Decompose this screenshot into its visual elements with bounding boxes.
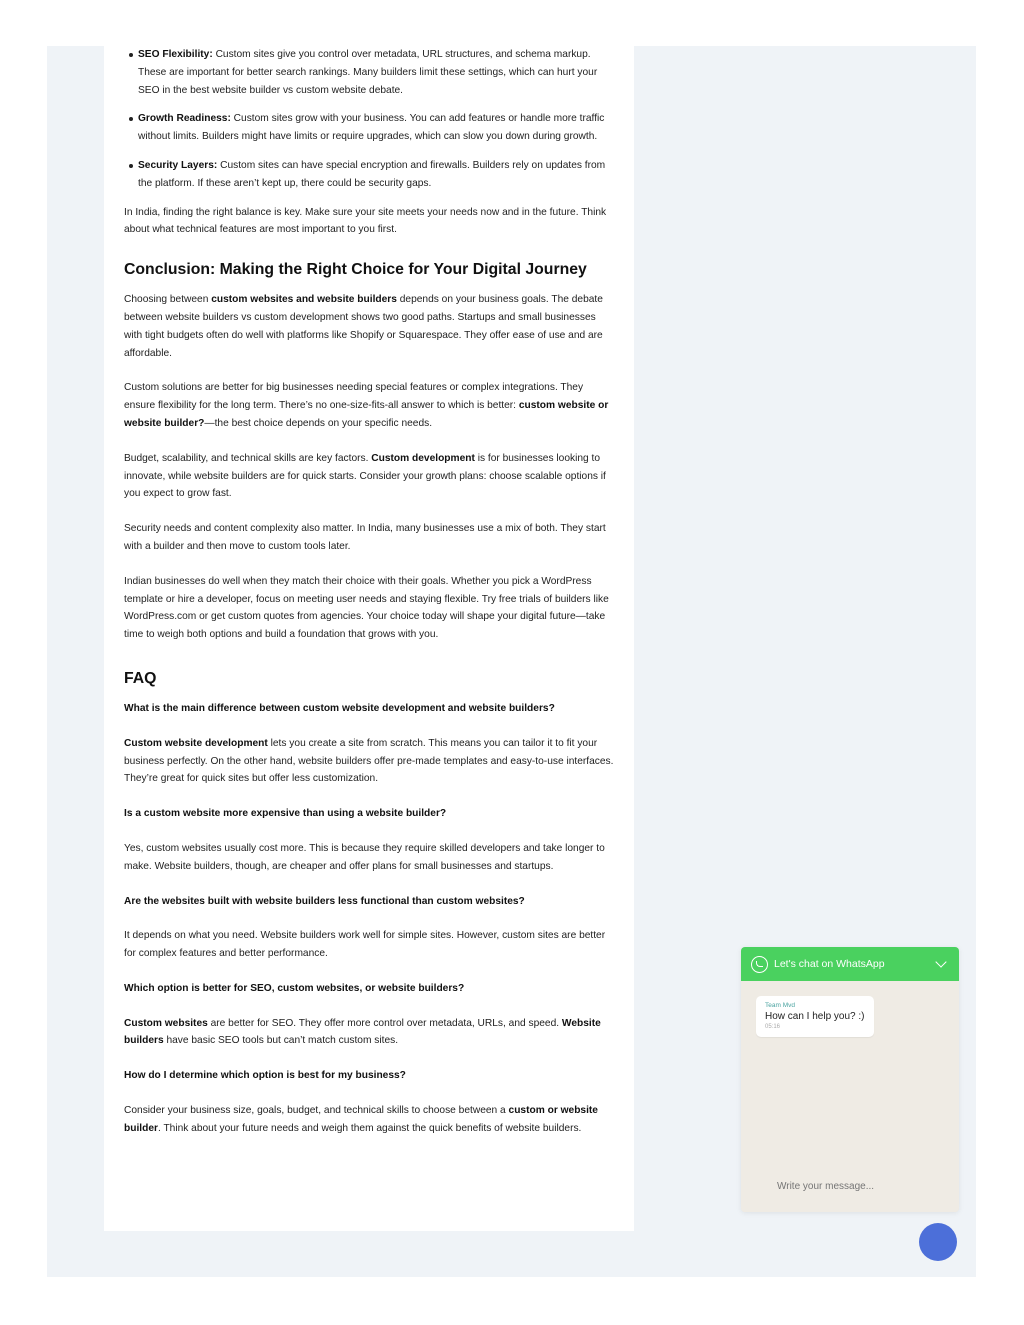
faq-answer: Yes, custom websites usually cost more. This is because they require skilled developers and take longer to make. Website builders, though, are cheaper and offer plans for small businesses and startups. <box>124 842 605 872</box>
chat-timestamp: 05:16 <box>765 1024 781 1030</box>
list-item <box>138 110 616 146</box>
whatsapp-chat-widget <box>741 947 959 1212</box>
list-item-lead: SEO Flexibility: <box>138 49 213 60</box>
conclusion-paragraph: Security needs and content complexity also matter. In India, many businesses use a mix of both. They start with a builder and then move to custom tools later. <box>124 523 606 552</box>
list-item-lead: Security Layers: <box>138 159 218 171</box>
whatsapp-chat-body <box>741 981 959 1212</box>
faq-question: Are the websites built with website builders less functional than custom websites? <box>124 895 525 907</box>
whatsapp-header[interactable] <box>741 947 959 981</box>
list-item-text: Custom sites give you control over metadata, URL structures, and schema markup. These are important for better search rankings. Many builders limit these settings, which can hurt your SEO in the best website builder vs custom website debate. <box>138 49 598 96</box>
faq-question: What is the main difference between custom website development and website builders? <box>124 702 555 714</box>
chat-message-bubble <box>756 996 874 1037</box>
conclusion-paragraph: Budget, scalability, and technical skills are key factors. Custom development is for businesses looking to innovate, while website builders are for quick starts. Consider your growth plans: choose scalable options if you expect to grow fast. <box>124 452 606 500</box>
intro-paragraph: In India, finding the right balance is key. Make sure your site meets your needs now and in the future. Think about what technical features are most important to you first. <box>124 206 607 236</box>
list-item-lead: Growth Readiness: <box>138 113 231 125</box>
chevron-down-icon[interactable] <box>935 956 946 967</box>
faq-question: How do I determine which option is best for my business? <box>124 1070 406 1082</box>
conclusion-heading: Conclusion: Making the Right Choice for Your Digital Journey <box>124 261 587 279</box>
list-item <box>138 46 616 99</box>
chat-message: How can I help you? :) <box>765 1011 865 1022</box>
list-item-text: Custom sites can have special encryption and firewalls. Builders rely on updates from the platform. If these aren’t kept up, there could be security gaps. <box>138 159 606 189</box>
chat-sender: Team Mvd <box>765 1002 795 1009</box>
faq-answer: Custom websites are better for SEO. They offer more control over metadata, URLs, and speed. Website builders have basic SEO tools but can’t match custom sites. <box>124 1017 601 1047</box>
conclusion-paragraph: Choosing between custom websites and website builders depends on your business goals. The debate between website builders vs custom development shows two good paths. Startups and small businesses with tight budgets often do well with platforms like Shopify or Squarespace. They offer ease of use and are affordable. <box>124 294 603 359</box>
whatsapp-title: Let's chat on WhatsApp <box>774 958 885 970</box>
whatsapp-message-input[interactable] <box>777 1181 927 1192</box>
list-item <box>138 157 616 193</box>
chat-toggle-button[interactable] <box>919 1223 957 1261</box>
faq-question: Which option is better for SEO, custom websites, or website builders? <box>124 982 465 994</box>
list-item-text: Custom sites grow with your business. You can add features or handle more traffic without limits. Builders might have limits or require upgrades, which can slow you down during growth. <box>138 113 605 143</box>
feature-list <box>124 46 616 193</box>
article-content <box>124 46 616 1155</box>
faq-answer: Consider your business size, goals, budget, and technical skills to choose between a custom or website builder. Think about your future needs and weigh them against the quick benefits of website builders. <box>124 1105 598 1134</box>
faq-answer: It depends on what you need. Website builders work well for simple sites. However, custom sites are better for complex features and better performance. <box>124 930 606 960</box>
faq-heading: FAQ <box>124 669 157 687</box>
faq-answer: Custom website development lets you create a site from scratch. This means you can tailor it to fit your business perfectly. On the other hand, website builders offer pre-made templates and easy-to-use interfaces. They’re great for quick sites but offer less customization. <box>124 737 614 785</box>
whatsapp-icon <box>751 956 768 973</box>
article-card <box>104 46 634 1231</box>
conclusion-paragraph: Indian businesses do well when they match their choice with their goals. Whether you pick a WordPress template or hire a developer, focus on meeting user needs and staying flexible. Try free trials of builders like WordPress.com or get custom quotes from agencies. Your choice today will shape your digital future—take time to weigh both options and build a foundation that grows with you. <box>124 575 609 641</box>
conclusion-paragraph: Custom solutions are better for big businesses needing special features or complex integrations. They ensure flexibility for the long term. There’s no one-size-fits-all answer to which is better: custom website or website builder?—the best choice depends on your specific needs. <box>124 382 609 429</box>
faq-question: Is a custom website more expensive than using a website builder? <box>124 808 447 820</box>
